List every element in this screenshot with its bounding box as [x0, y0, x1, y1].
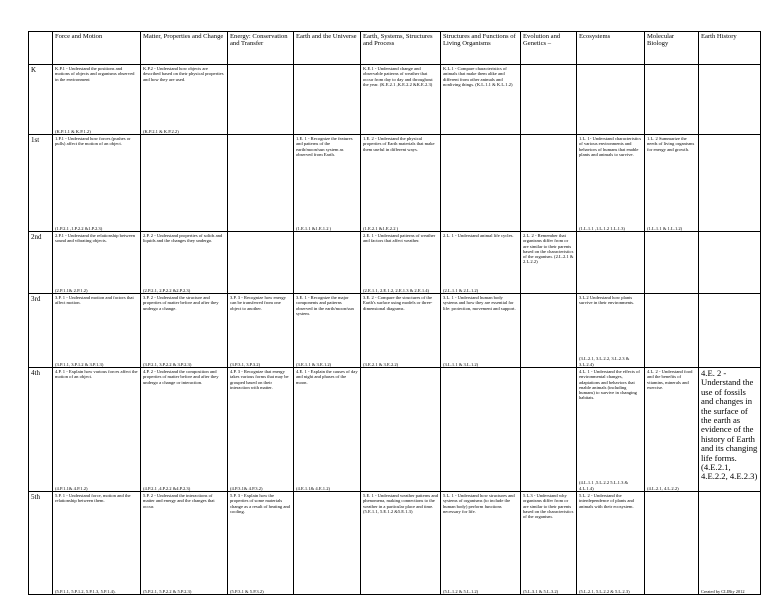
table-cell: [141, 294, 228, 368]
standard-codes: (3.L.1.1 & 3.L.1.2): [443, 361, 479, 367]
table-row: [29, 294, 761, 368]
standard-codes: (5.L.3.1 & 5.L.3.2): [523, 588, 559, 594]
header-evolution-genetics: Evolution and Genetics –: [521, 32, 577, 65]
table-cell: [228, 232, 294, 294]
standard-codes: (2.L.1.1 & 2.L.1.2): [443, 287, 479, 293]
standard-codes: (K.P.1.1 & K.P.1.2): [55, 128, 91, 134]
standard-codes: (3.P.2.1, 3.P.2.2 & 3.P.2.3): [143, 361, 192, 367]
header-earth-universe: Earth and the Universe: [294, 32, 361, 65]
standard-description: K.P.2 - Understand how objects are described based on their physical properties and how they are used.: [143, 66, 224, 82]
standard-codes: (4.P.3.1& 4.P.3.2): [230, 485, 263, 491]
standard-codes: (2.P.1.1& 2.P.1.2): [55, 287, 88, 293]
table-cell: [294, 294, 361, 368]
standard-description: 4.L. 1 - Understand the effects of environmental changes, adaptations and behaviors that enable animals (including humans) to survive in changing habitats.: [579, 369, 640, 401]
header-energy: Energy: Conservation and Transfer: [228, 32, 294, 65]
standard-codes: (3.L.2.1, 3.L.2.2, 3.L.2.3 & 3.L.2.4): [579, 356, 630, 367]
table-row: [29, 65, 761, 135]
standard-description: 3.P. 3 - Recognize how energy can be transferred from one object to another.: [230, 295, 286, 311]
grade-label: 4th: [29, 368, 53, 492]
table-cell: [645, 492, 699, 595]
header-grade: [29, 32, 53, 65]
table-cell: [53, 65, 141, 135]
table-cell: [699, 135, 761, 232]
table-cell: [361, 294, 441, 368]
table-cell: [521, 492, 577, 595]
standard-description: 5.P. 2 - Understand the interactions of matter and energy and the changes that occur.: [143, 493, 215, 509]
standard-description: 5.E. 1 - Understand weather patterns and phenomena, making connections to the weather in a particular place and time. (5.E.1.1, 5.E.1.2 &5.E.1.3): [363, 493, 439, 514]
grade-label: 3rd: [29, 294, 53, 368]
table-row: [29, 232, 761, 294]
standard-codes: (3.P.1.1, 3.P.1.2 & 3.P.1.3): [55, 361, 104, 367]
standard-codes: (1.L.1.1 & 1.L.1.2): [647, 225, 683, 231]
header-living-organisms: Structures and Functions of Living Organisms: [441, 32, 521, 65]
standard-description: K.E.1 - Understand change and observable patterns of weather that occur from day to day and throughout the year. (K.E.2.1 ,K.E.2.2 &K.E.2.3): [363, 66, 433, 87]
standard-codes: (4.L.2.1, 4.L.2.2): [647, 485, 679, 491]
standard-codes: (K.P.2.1 & K.P.2.2): [143, 128, 179, 134]
grade-label: 1st: [29, 135, 53, 232]
header-matter: Matter, Properties and Change: [141, 32, 228, 65]
table-cell: [53, 294, 141, 368]
standard-codes: (4.E.1.1& 4.E.1.2): [296, 485, 331, 491]
header-earth-systems: Earth, Systems, Structures and Process: [361, 32, 441, 65]
table-cell: [521, 294, 577, 368]
standard-codes: (3.E.1.1 & 3.E.1.2): [296, 361, 332, 367]
table-cell: [141, 368, 228, 492]
standard-description: 5.P. 1 - Understand force, motion and the relationship between them.: [55, 493, 131, 504]
standard-description: 1.L. 1- Understand characteristics of various environments and behaviors of humans that enable plants and animals to survive.: [579, 136, 642, 157]
table-cell: [294, 232, 361, 294]
table-cell: [294, 368, 361, 492]
table-cell: [141, 232, 228, 294]
table-cell: [228, 294, 294, 368]
table-row: [29, 492, 761, 595]
standard-description: 4.P. 1 - Explain how various forces affect the motion of an object.: [55, 369, 138, 380]
table-cell: [228, 492, 294, 595]
table-cell: [645, 368, 699, 492]
table-cell: [53, 368, 141, 492]
standard-description: 4.P. 2 - Understand the composition and properties of matter before and after they undergo a change or interaction.: [143, 369, 219, 385]
standard-description: 2.L. 2 - Remember that organisms differ from or are similar to their parents based on the characteristics of the organism. (2.L.2.1 & 2.L.2.2): [523, 233, 574, 265]
header-row: [29, 32, 761, 65]
standard-codes: (4.P.2.1 ,4.P.2.2 &4.P.2.3): [143, 485, 191, 491]
standard-description: 5.L. 2 - Understand the interdependence of plants and animals with their ecosystem.: [579, 493, 634, 509]
standard-codes: (5.P.2.1, 5.P.2.2 & 5.P.2.3): [143, 588, 192, 594]
table-cell: [441, 368, 521, 492]
standard-description: 3.E. 1 - Recognize the major components and patterns observed in the earth/moon/sun system.: [296, 295, 354, 316]
table-cell: [521, 135, 577, 232]
standard-codes: (5.L.1.2 & 5.L.1.2): [443, 588, 479, 594]
table-cell: [361, 232, 441, 294]
standard-codes: (4.P.1.1& 4.P.1.2): [55, 485, 88, 491]
table-cell: [699, 232, 761, 294]
table-cell: [53, 232, 141, 294]
table-cell: [441, 65, 521, 135]
grade-label: 5th: [29, 492, 53, 595]
table-cell: [294, 135, 361, 232]
table-cell: [361, 368, 441, 492]
standard-description: 5.L. 1 - Understand how structures and systems of organisms (to include the human body) perform functions necessary for life.: [443, 493, 515, 514]
table-cell: [577, 492, 645, 595]
table-cell: [577, 135, 645, 232]
standard-codes: (1.E.2.1 &1.E.2.2 ): [363, 225, 399, 231]
standard-codes: (5.P.3.1 & 5.P.3.2): [230, 588, 264, 594]
table-cell: [521, 232, 577, 294]
table-cell: [645, 65, 699, 135]
standard-description: 2.L. 1 - Understand animal life cycles.: [443, 233, 514, 238]
standard-codes: (4.L.1.1 ,5.L.2.2 5.L.1.3 & 4.L.1.4): [579, 480, 629, 491]
table-cell: [141, 492, 228, 595]
standard-description: 3.P. 1 - Understand motion and factors that affect motion.: [55, 295, 134, 306]
standard-description: 4.P. 3 - Recognize that energy takes various forms that may be grouped based on their interaction with matter.: [230, 369, 289, 390]
header-molecular-biology: Molecular Biology: [645, 32, 699, 65]
standard-description: K.L.1 - Compare characteristics of animals that make them alike and different from other animals and nonliving things. (K.L.1.1 & K.L.1.2): [443, 66, 513, 87]
standard-description: 2.P.1 - Understand the relationship between sound and vibrating objects.: [55, 233, 135, 244]
table-cell: [645, 135, 699, 232]
table-cell: [699, 294, 761, 368]
standard-description: 5.P. 3 - Explain how the properties of some materials change as a result of heating and cooling.: [230, 493, 290, 514]
standard-description: K.P.1 - Understand the positions and motions of objects and organisms observed in the environment: [55, 66, 135, 82]
standard-description: 2.P. 2 - Understand properties of solids and liquids and the changes they undergo.: [143, 233, 223, 244]
standard-description: 1.E. 1 - Recognize the features and patterns of the earth/moon/sun system as observed from Earth.: [296, 136, 353, 157]
table-cell: [577, 294, 645, 368]
table-cell: [699, 65, 761, 135]
table-row: [29, 368, 761, 492]
table-cell: [361, 492, 441, 595]
standard-description: 1.P.1 - Understand how forces (pushes or pulls) affect the motion of an object.: [55, 136, 131, 147]
table-cell: [361, 135, 441, 232]
standard-codes: (5.P.1.1, 5.P.1.2, 5.P.1.3, 5.P.1.4).: [55, 588, 116, 594]
table-cell: [441, 232, 521, 294]
standard-description: 4.L. 2 - Understand food and the benefits of vitamins, minerals and exercise.: [647, 369, 693, 390]
standard-description: 1.L. 2 Summarize the needs of living organisms for energy and growth.: [647, 136, 695, 152]
table-row: [29, 135, 761, 232]
table-cell: [294, 492, 361, 595]
table-cell: [577, 232, 645, 294]
table-cell: [645, 294, 699, 368]
table-cell: [294, 65, 361, 135]
standard-codes: (2.P.2.1, 2.P.2.2 &2.P.2.3): [143, 287, 191, 293]
table-cell: [577, 65, 645, 135]
standard-codes: (3.P.3.1, 3.P.3.2): [230, 361, 261, 367]
table-cell: [699, 368, 761, 492]
standard-description: 1.E. 2 - Understand the physical properties of Earth materials that make them useful in different ways.: [363, 136, 435, 152]
header-earth-history: Earth History: [699, 32, 761, 65]
table-cell: [228, 368, 294, 492]
table-cell: [141, 65, 228, 135]
table-cell: [699, 492, 761, 595]
standard-description: 3.E. 2 - Compare the structures of the Earth's surface using models or three-dimensional diagrams.: [363, 295, 433, 311]
standard-description: 3.P. 2 - Understand the structure and properties of matter before and after they undergo a change.: [143, 295, 219, 311]
table-cell: [521, 368, 577, 492]
table-cell: [228, 65, 294, 135]
standard-description: 5.L.3 - Understand why organisms differ from or are similar to their parents based on the characteristics of the organism.: [523, 493, 574, 520]
standard-codes: (5.L.2.1, 5.L.2.2 & 5.L.2.3): [579, 588, 630, 594]
table-cell: [228, 135, 294, 232]
credit-note: Created by CLIRty 2012: [701, 588, 745, 594]
grade-label: K: [29, 65, 53, 135]
table-cell: [361, 65, 441, 135]
curriculum-table: [28, 31, 761, 595]
standard-description: 3.L. 1 - Understand human body systems and how they are essential for life: protection, movement and support.: [443, 295, 516, 311]
standard-description: 4.E. 2 - Understand the use of fossils and changes in the surface of the earth as evidence of the history of Earth and its changing life forms. (4.E.2.1, 4.E.2.2, 4.E.2.3): [701, 368, 758, 482]
table-cell: [441, 294, 521, 368]
table-cell: [141, 135, 228, 232]
header-force-and-motion: Force and Motion: [53, 32, 141, 65]
table-cell: [53, 135, 141, 232]
table-cell: [645, 232, 699, 294]
standard-description: 2.E. 1 - Understand patterns of weather and factors that affect weather.: [363, 233, 436, 244]
table-cell: [577, 368, 645, 492]
header-ecosystems: Ecosystems: [577, 32, 645, 65]
table-cell: [441, 135, 521, 232]
standard-codes: (1.P.2.1 ,1.P.2.2 &1.P.2.3): [55, 225, 103, 231]
standard-codes: (1.L.1.1 ,1.L.1.2 1.L.1.3): [579, 225, 625, 231]
standard-codes: (3.E.2.1 & 3.E.2.2): [363, 361, 399, 367]
standard-codes: (1.E.1.1 &1.E.1.2 ): [296, 225, 332, 231]
table-cell: [53, 492, 141, 595]
table-cell: [521, 65, 577, 135]
grade-label: 2nd: [29, 232, 53, 294]
table-cell: [441, 492, 521, 595]
standard-description: 4.E. 1 - Explain the causes of day and night and phases of the moon.: [296, 369, 358, 385]
standard-codes: (2.E.1.1, 2.E.1.2, 2.E.1.3 & 2.E.1.4): [363, 287, 430, 293]
standard-description: 3.L.2 Understand how plants survive in their environments.: [579, 295, 635, 306]
